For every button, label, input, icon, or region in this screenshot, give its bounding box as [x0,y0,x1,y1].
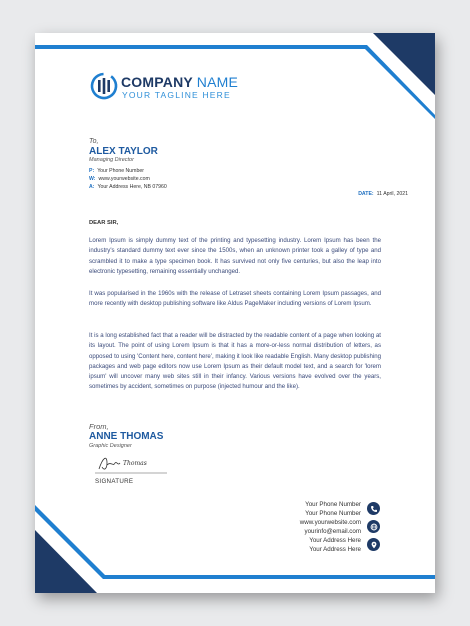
company-name: COMPANY NAME [121,74,239,90]
sender-title: Graphic Designer [89,443,132,449]
sender-name: ANNE THOMAS [89,431,164,442]
letterhead-page [35,33,435,593]
recipient-title: Managing Director [89,157,134,163]
company-logo-icon [89,71,119,101]
location-pin-icon [367,538,380,551]
body-paragraph-1: Lorem Ipsum is simply dummy text of the printing and typesetting industry. Lorem Ipsum has been the industry's standard dummy text ever since the 1500s, when an unknown printer took a galley of type and scrambled it to make a type specimen book. It has survived not only five centuries, but also the leap into electronic typesetting, remaining essentially unchanged. [89,237,381,275]
company-tagline: YOUR TAGLINE HERE [122,90,231,100]
contact-address: Your Address Here Your Address Here [309,537,361,553]
contact-phone: Your Phone Number Your Phone Number [305,501,361,517]
svg-text:Thomas: Thomas [123,460,147,467]
recipient-address: A: Your Address Here, NB 07960 [89,184,167,190]
contact-web: www.yourwebsite.com yourinfo@email.com [299,519,361,535]
globe-icon [367,520,380,533]
recipient-name: ALEX TAYLOR [89,146,158,157]
to-label: To, [89,138,99,145]
from-label: From, [89,422,109,431]
body-paragraph-3: It is a long established fact that a reader will be distracted by the readable content of a page when looking at its layout. The point of using Lorem Ipsum is that it has a more-or-less normal distribution of letters, as opposed to using 'Content here, content here', making it look like readable English. Many desktop publishing packages and web page editors now use Lorem Ipsum as their default model text, and a search for 'lorem ipsum' will uncover many web sites still in their infancy. Various versions have evolved over the years, sometimes by accident, sometimes on purpose (injected humour and the like). [89,332,381,391]
phone-icon [367,502,380,515]
letter-date: DATE: 11 April, 2021 [358,191,408,197]
recipient-phone: P: Your Phone Number [89,168,145,174]
recipient-website: W: www.yourwebsite.com [89,176,150,182]
signature-image [95,451,175,477]
signature-label: SIGNATURE [95,478,134,485]
body-paragraph-2: It was popularised in the 1960s with the release of Letraset sheets containing Lorem Ipsum passages, and more recently with desktop publishing software like Aldus PageMaker including versions of Lorem Ipsum. [89,290,381,308]
greeting: DEAR SIR, [89,220,119,226]
